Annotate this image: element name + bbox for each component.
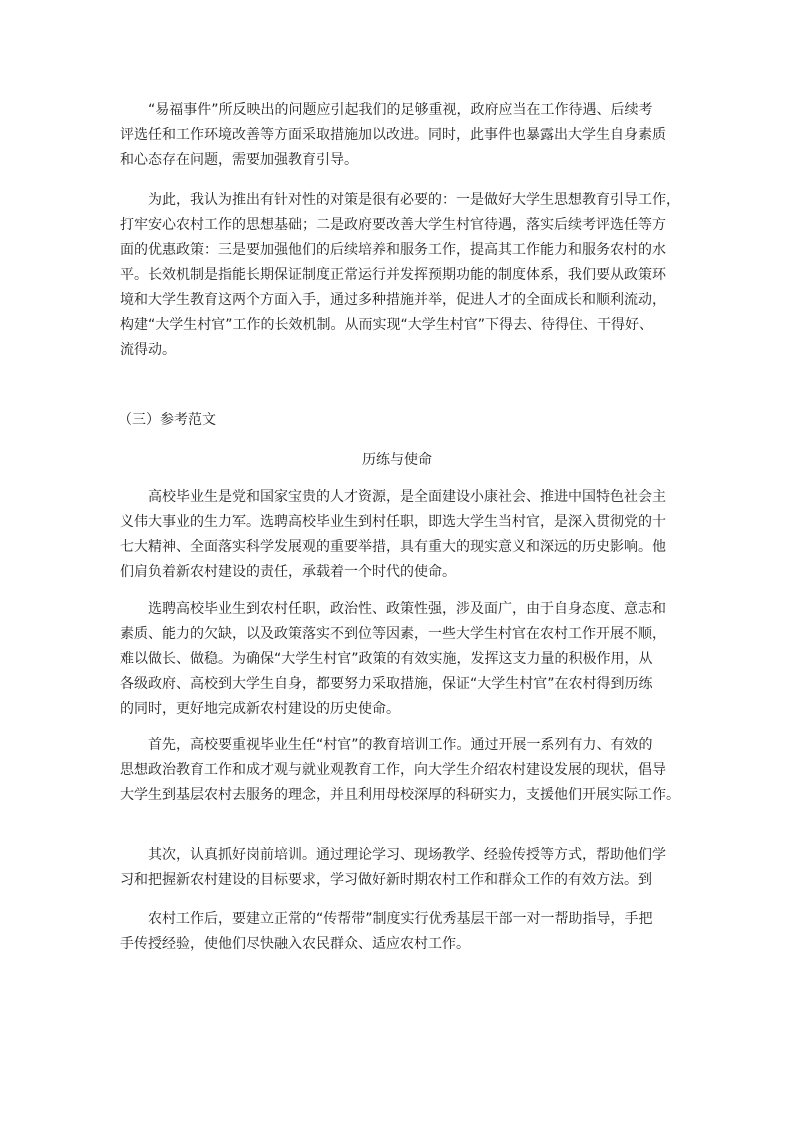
text-line: 大学生到基层农村去服务的理念，并且利用母校深厚的科研实力，支援他们开展实际工作。	[120, 787, 680, 803]
text-line: 各级政府、高校到大学生自身，都要努力采取措施，保证“大学生村官”在农村得到历练	[120, 676, 653, 692]
paragraph-1	[120, 98, 690, 173]
essay-paragraph-5	[120, 907, 690, 957]
text-line: 平。长效机制是指能长期保证制度正常运行并发挥预期功能的制度体系，我们要从政策环	[120, 267, 666, 283]
text-line: 七大精神、全面落实科学发展观的重要举措，具有重大的现实意义和深远的历史影响。他	[120, 539, 666, 555]
text-line: “易福事件”所反映出的问题应引起我们的足够重视，政府应当在工作待遇、后续考	[148, 102, 653, 118]
section-heading: （三）参考范文	[118, 412, 216, 428]
essay-paragraph-4	[120, 843, 690, 893]
essay-paragraph-3	[120, 733, 690, 808]
text-line: 和心态存在问题，需要加强教育引导。	[120, 152, 358, 168]
text-line: 构建“大学生村官”工作的长效机制。从而实现“大学生村官”下得去、待得住、干得好、	[120, 317, 654, 333]
paragraph-2	[120, 188, 690, 363]
text-line: 的同时，更好地完成新农村建设的历史使命。	[120, 701, 400, 717]
text-line: 流得动。	[120, 342, 176, 358]
text-line: 习和把握新农村建设的目标要求，学习做好新时期农村工作和群众工作的有效方法。到	[120, 872, 652, 888]
text-line: 其次，认真抓好岗前培训。通过理论学习、现场教学、经验传授等方式，帮助他们学	[148, 847, 666, 863]
text-line: 义伟大事业的生力军。选聘高校毕业生到村任职，即选大学生当村官，是深入贯彻党的十	[120, 514, 666, 530]
text-line: 农村工作后，要建立正常的“传帮带”制度实行优秀基层干部一对一帮助指导，手把	[148, 911, 653, 927]
text-line: 高校毕业生是党和国家宝贵的人才资源，是全面建设小康社会、推进中国特色社会主	[148, 489, 666, 505]
essay-paragraph-1	[120, 485, 690, 585]
text-line: 难以做长、做稳。为确保“大学生村官”政策的有效实施，发挥这支力量的积极作用，从	[120, 651, 653, 667]
text-line: 首先，高校要重视毕业生任“村官”的教育培训工作。通过开展一系列有力、有效的	[148, 737, 653, 753]
text-line: 打牢安心农村工作的思想基础；二是政府要改善大学生村官待遇，落实后续考评选任等方	[120, 217, 666, 233]
text-line: 为此，我认为推出有针对性的对策是很有必要的：一是做好大学生思想教育引导工作，	[148, 192, 680, 208]
text-line: 面的优惠政策：三是要加强他们的后续培养和服务工作，提高其工作能力和服务农村的水	[120, 242, 666, 258]
text-line: 素质、能力的欠缺，以及政策落实不到位等因素，一些大学生村官在农村工作开展不顺，	[120, 626, 666, 642]
text-line: 评选任和工作环境改善等方面采取措施加以改进。同时，此事件也暴露出大学生自身素质	[120, 127, 666, 143]
essay-paragraph-2	[120, 597, 690, 722]
text-line: 们肩负着新农村建设的责任，承载着一个时代的使命。	[120, 564, 456, 580]
text-line: 思想政治教育工作和成才观与就业观教育工作，向大学生介绍农村建设发展的现状，倡导	[120, 762, 666, 778]
essay-title: 历练与使命	[362, 452, 432, 468]
text-line: 手传授经验，使他们尽快融入农民群众、适应农村工作。	[120, 936, 470, 952]
text-line: 选聘高校毕业生到农村任职，政治性、政策性强，涉及面广，由于自身态度、意志和	[148, 601, 666, 617]
text-line: 境和大学生教育这两个方面入手，通过多种措施并举，促进人才的全面成长和顺利流动，	[120, 292, 666, 308]
